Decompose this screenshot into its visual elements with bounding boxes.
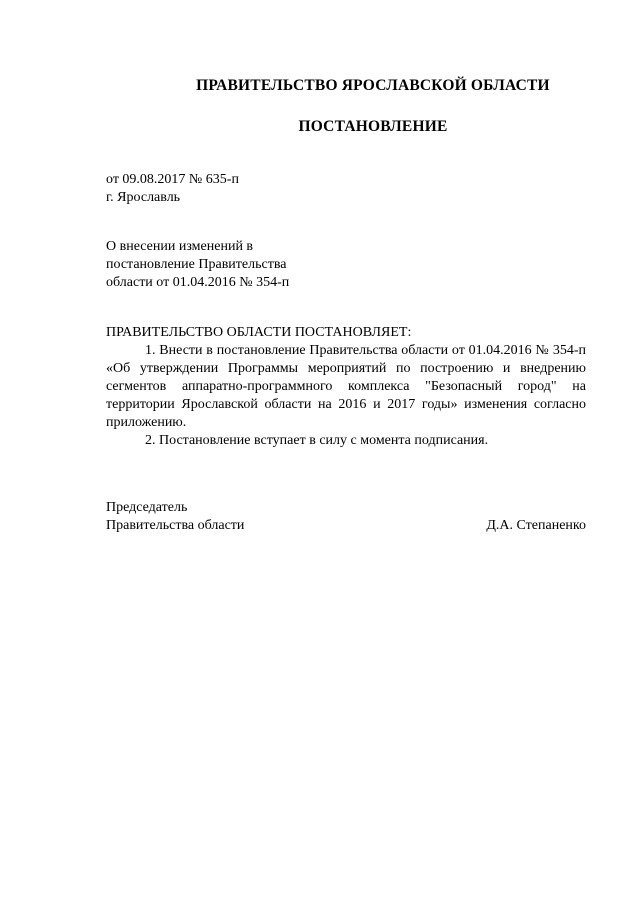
signatory-position-line2: Правительства области xyxy=(106,518,245,533)
subject-line: области от 01.04.2016 № 354-п xyxy=(106,275,290,290)
organization-title: ПРАВИТЕЛЬСТВО ЯРОСЛАВСКОЙ ОБЛАСТИ xyxy=(196,77,550,94)
city: г. Ярославль xyxy=(106,190,181,205)
signatory-position-line1: Председатель xyxy=(106,500,188,515)
date-number: от 09.08.2017 № 635-п xyxy=(106,172,239,187)
subject-line: О внесении изменений в xyxy=(106,239,254,254)
signatory-name: Д.А. Степаненко xyxy=(486,518,586,533)
signature-row xyxy=(106,517,586,535)
paragraph-1: 1. Внести в постановление Правительства области от 01.04.2016 № 354-п «Об утверждении Программы мероприятий по построению и внедрению сегментов аппаратно-программного комплекса "Безопасный город" на территории Ярославской области на 2016 и 2017 годы» изменения согласно приложению. xyxy=(106,343,586,430)
document-meta xyxy=(106,171,239,207)
decree-heading: ПРАВИТЕЛЬСТВО ОБЛАСТИ ПОСТАНОВЛЯЕТ: xyxy=(106,325,412,340)
document-body xyxy=(106,324,586,450)
subject-line: постановление Правительства xyxy=(106,257,287,272)
document-type-title: ПОСТАНОВЛЕНИЕ xyxy=(298,118,448,135)
document-subject xyxy=(106,238,289,292)
paragraph-2: 2. Постановление вступает в силу с момента подписания. xyxy=(145,433,489,448)
signature-block xyxy=(106,499,586,535)
